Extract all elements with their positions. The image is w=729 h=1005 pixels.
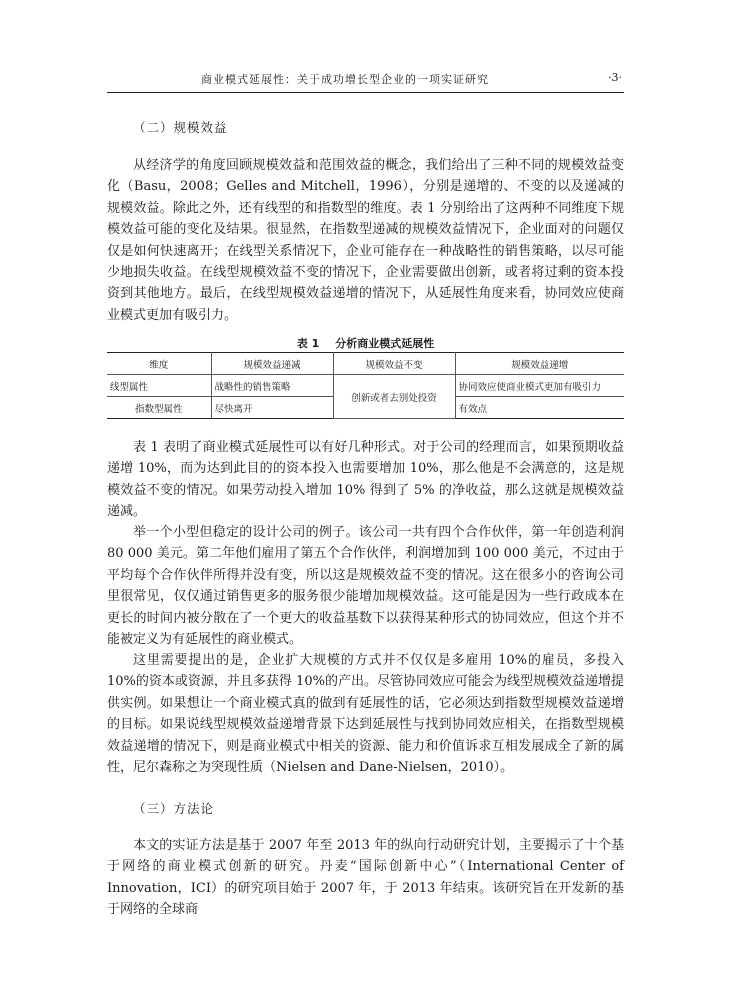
table-caption — [107, 335, 624, 351]
table-cell: 线型属性 — [107, 375, 211, 397]
table-cell: 指数型属性 — [107, 397, 211, 419]
table-header-cell: 维度 — [107, 353, 211, 375]
running-header — [107, 64, 624, 93]
table-cell: 有效点 — [455, 397, 624, 419]
table-cell-merged: 创新或者去别处投资 — [333, 375, 455, 419]
paragraph-exponential-scaling: 这里需要提出的是，企业扩大规模的方式并不仅仅是多雇用 10%的雇员，多投入 10%的资本或资源，并且多获得 10%的产出。尽管协同效应可能会为线型规模效益递增提供实例。如果想让一个商业模式真的做到有延展性的话，它必须达到指数型规模效益递增的目标。如果说线型规模效益递增背景下达到延展性与找到协同效应相关，在指数型规模效益递增的情况下，则是商业模式中相关的资源、能力和价值诉求互相发展成全了新的属性，尼尔森称之为突现性质（Nielsen and Dane-Nielsen，2010）。 — [107, 653, 624, 776]
scalability-table — [107, 352, 624, 419]
paragraph-design-company-example: 举一个小型但稳定的设计公司的例子。该公司一共有四个合作伙伴，第一年创造利润 80 000 美元。第二年他们雇用了第五个合作伙伴，利润增加到 100 000 美元，不过由于平均每个合作伙伴所得并没有变，所以这是规模效益不变的情况。这在很多小的咨询公司里很常见，仅仅通过销售更多的服务很少能增加规模效益。这可能是因为一些行政成本在更长的时间内被分散在了一个更大的收益基数下以获得某种形式的协同效应，但这个并不能被定义为有延展性的商业模式。 — [107, 525, 624, 648]
paragraph-methodology: 本文的实证方法是基于 2007 年至 2013 年的纵向行动研究计划，主要揭示了十个基于网络的商业模式创新的研究。丹麦“国际创新中心”（International Center of Innovation，ICI）的研究项目始于 2007 年，于 2013 年结束。该研究旨在开发新的基于网络的全球商 — [107, 838, 624, 918]
running-title: 商业模式延展性：关于成功增长型企业的一项实证研究 — [201, 73, 489, 86]
table-cell: 协同效应使商业模式更加有吸引力 — [455, 375, 624, 397]
page-number: ·3· — [608, 71, 622, 84]
table-title: 分析商业模式延展性 — [335, 337, 435, 350]
section-heading-methodology: （三）方法论 — [133, 801, 215, 816]
table-header-cell: 规模效益不变 — [333, 353, 455, 375]
paragraph-table-explanation: 表 1 表明了商业模式延展性可以有好几种形式。对于公司的经理而言，如果预期收益递增 10%，而为达到此目的的资本投入也需要增加 10%，那么他是不会满意的，这是规模效益不变的情况。如果劳动投入增加 10% 得到了 5% 的净收益，那么这就是规模效益递减。 — [107, 440, 624, 520]
section-heading-scale-effects: （二）规模效益 — [133, 120, 228, 135]
table-header-row — [107, 353, 624, 375]
table-header-cell: 规模效益递减 — [211, 353, 333, 375]
paragraph-scale-effects: 从经济学的角度回顾规模效益和范围效益的概念，我们给出了三种不同的规模效益变化（Basu，2008；Gelles and Mitchell，1996），分别是递增的、不变的以及递减的规模效益。除此之外，还有线型的和指数型的维度。表 1 分别给出了这两种不同维度下规模效益可能的变化及结果。很显然，在指数型递减的规模效益情况下，企业面对的问题仅仅是如何快速离开；在线型关系情况下，企业可能存在一种战略性的销售策略，以尽可能少地损失收益。在线型规模效益不变的情况下，企业需要做出创新，或者将过剩的资本投资到其他地方。最后，在线型规模效益递增的情况下，从延展性角度来看，协同效应使商业模式更加有吸引力。 — [107, 158, 624, 323]
table-row — [107, 375, 624, 397]
table-cell: 战略性的销售策略 — [211, 375, 333, 397]
table-number: 表 1 — [296, 337, 320, 350]
table-cell: 尽快离开 — [211, 397, 333, 419]
table-header-cell: 规模效益递增 — [455, 353, 624, 375]
